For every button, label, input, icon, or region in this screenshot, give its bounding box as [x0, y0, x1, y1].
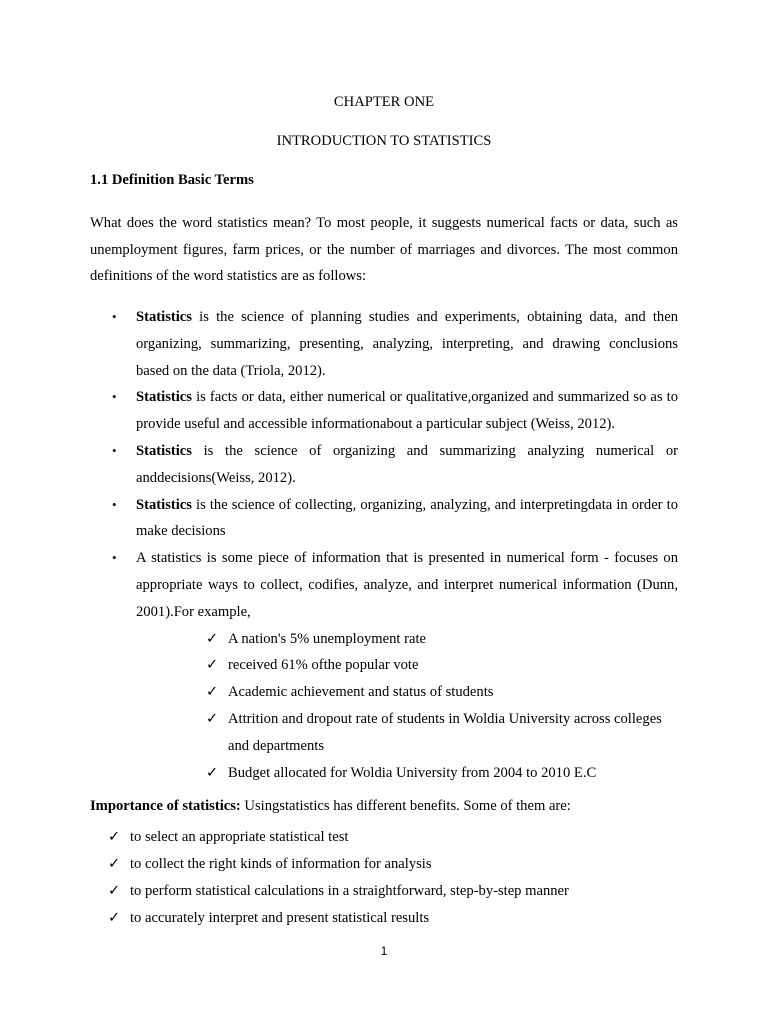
bullet-icon: • — [112, 442, 117, 458]
examples-container — [90, 626, 678, 787]
benefit-text: to perform statistical calculations in a straightforward, step-by-step manner — [130, 883, 569, 899]
check-icon: ✓ — [108, 883, 121, 899]
example-item — [90, 626, 678, 653]
page-number: 1 — [380, 944, 388, 958]
example-item — [90, 679, 678, 706]
benefit-item — [90, 824, 569, 851]
benefit-text: to select an appropriate statistical test — [130, 829, 349, 845]
benefit-item — [90, 905, 569, 932]
definition-text: is facts or data, either numerical or qualitative,organized and summarized so as to provide useful and accessible informationabout a particular subject (Weiss, 2012). — [136, 389, 678, 433]
term: Statistics — [136, 442, 192, 459]
benefit-text: to accurately interpret and present statistical results — [130, 910, 430, 926]
example-text: Academic achievement and status of students — [228, 684, 494, 701]
importance-text: Usingstatistics has different benefits. Some of them are: — [240, 798, 571, 814]
list-item — [90, 492, 678, 546]
check-icon: ✓ — [206, 684, 219, 701]
example-item — [90, 706, 678, 760]
list-item — [90, 438, 678, 492]
chapter-title: INTRODUCTION TO STATISTICS — [276, 133, 492, 149]
section-heading: 1.1 Definition Basic Terms — [90, 172, 254, 188]
bullet-icon: • — [112, 389, 117, 405]
check-icon: ✓ — [206, 711, 219, 728]
examples-list — [90, 626, 678, 787]
list-item — [90, 545, 678, 625]
benefit-item — [90, 851, 569, 878]
definition-text: is the science of planning studies and experiments, obtaining data, and then organizing, summarizing, presenting, analyzing, interpreting, and drawing conclusions based on the data (Triola, 2012). — [136, 309, 678, 379]
example-text: Budget allocated for Woldia University from 2004 to 2010 E.C — [228, 765, 597, 782]
check-icon: ✓ — [108, 829, 121, 845]
example-text: Attrition and dropout rate of students in Woldia University across colleges and departments — [228, 711, 662, 755]
term: Statistics — [136, 309, 192, 325]
bullet-icon: • — [112, 550, 117, 566]
definition-text: A statistics is some piece of information that is presented in numerical form - focuses on appropriate ways to collect, codifies, analyze, and interpret numerical information (Dunn, 2001).For example, — [136, 550, 678, 620]
example-item — [90, 760, 678, 787]
chapter-number: CHAPTER ONE — [333, 94, 435, 110]
benefits-list — [90, 824, 569, 932]
list-item — [90, 304, 678, 384]
definition-text: is the science of organizing and summarizing analyzing numerical or anddecisions(Weiss, 2012). — [136, 442, 678, 486]
check-icon: ✓ — [206, 765, 219, 782]
check-icon: ✓ — [206, 657, 219, 674]
example-text: received 61% ofthe popular vote — [228, 657, 419, 674]
benefit-text: to collect the right kinds of information for analysis — [130, 856, 432, 872]
definitions-list — [90, 304, 678, 787]
term: Statistics — [136, 389, 192, 406]
bullet-icon: • — [112, 309, 117, 324]
importance-label: Importance of statistics: — [90, 798, 241, 814]
importance-paragraph — [90, 798, 571, 815]
example-text: A nation's 5% unemployment rate — [228, 630, 426, 647]
check-icon: ✓ — [108, 856, 121, 872]
benefit-item — [90, 878, 569, 905]
term: Statistics — [136, 496, 192, 513]
check-icon: ✓ — [206, 630, 219, 647]
intro-paragraph: What does the word statistics mean? To most people, it suggests numerical facts or data, such as unemployment figures, farm prices, or the number of marriages and divorces. The most common definitions of the word statistics are as follows: — [90, 215, 678, 284]
definition-text: is the science of collecting, organizing, analyzing, and interpretingdata in order to make decisions — [136, 496, 678, 540]
example-item — [90, 652, 678, 679]
bullet-icon: • — [112, 496, 117, 512]
check-icon: ✓ — [108, 910, 121, 926]
list-item — [90, 384, 678, 438]
